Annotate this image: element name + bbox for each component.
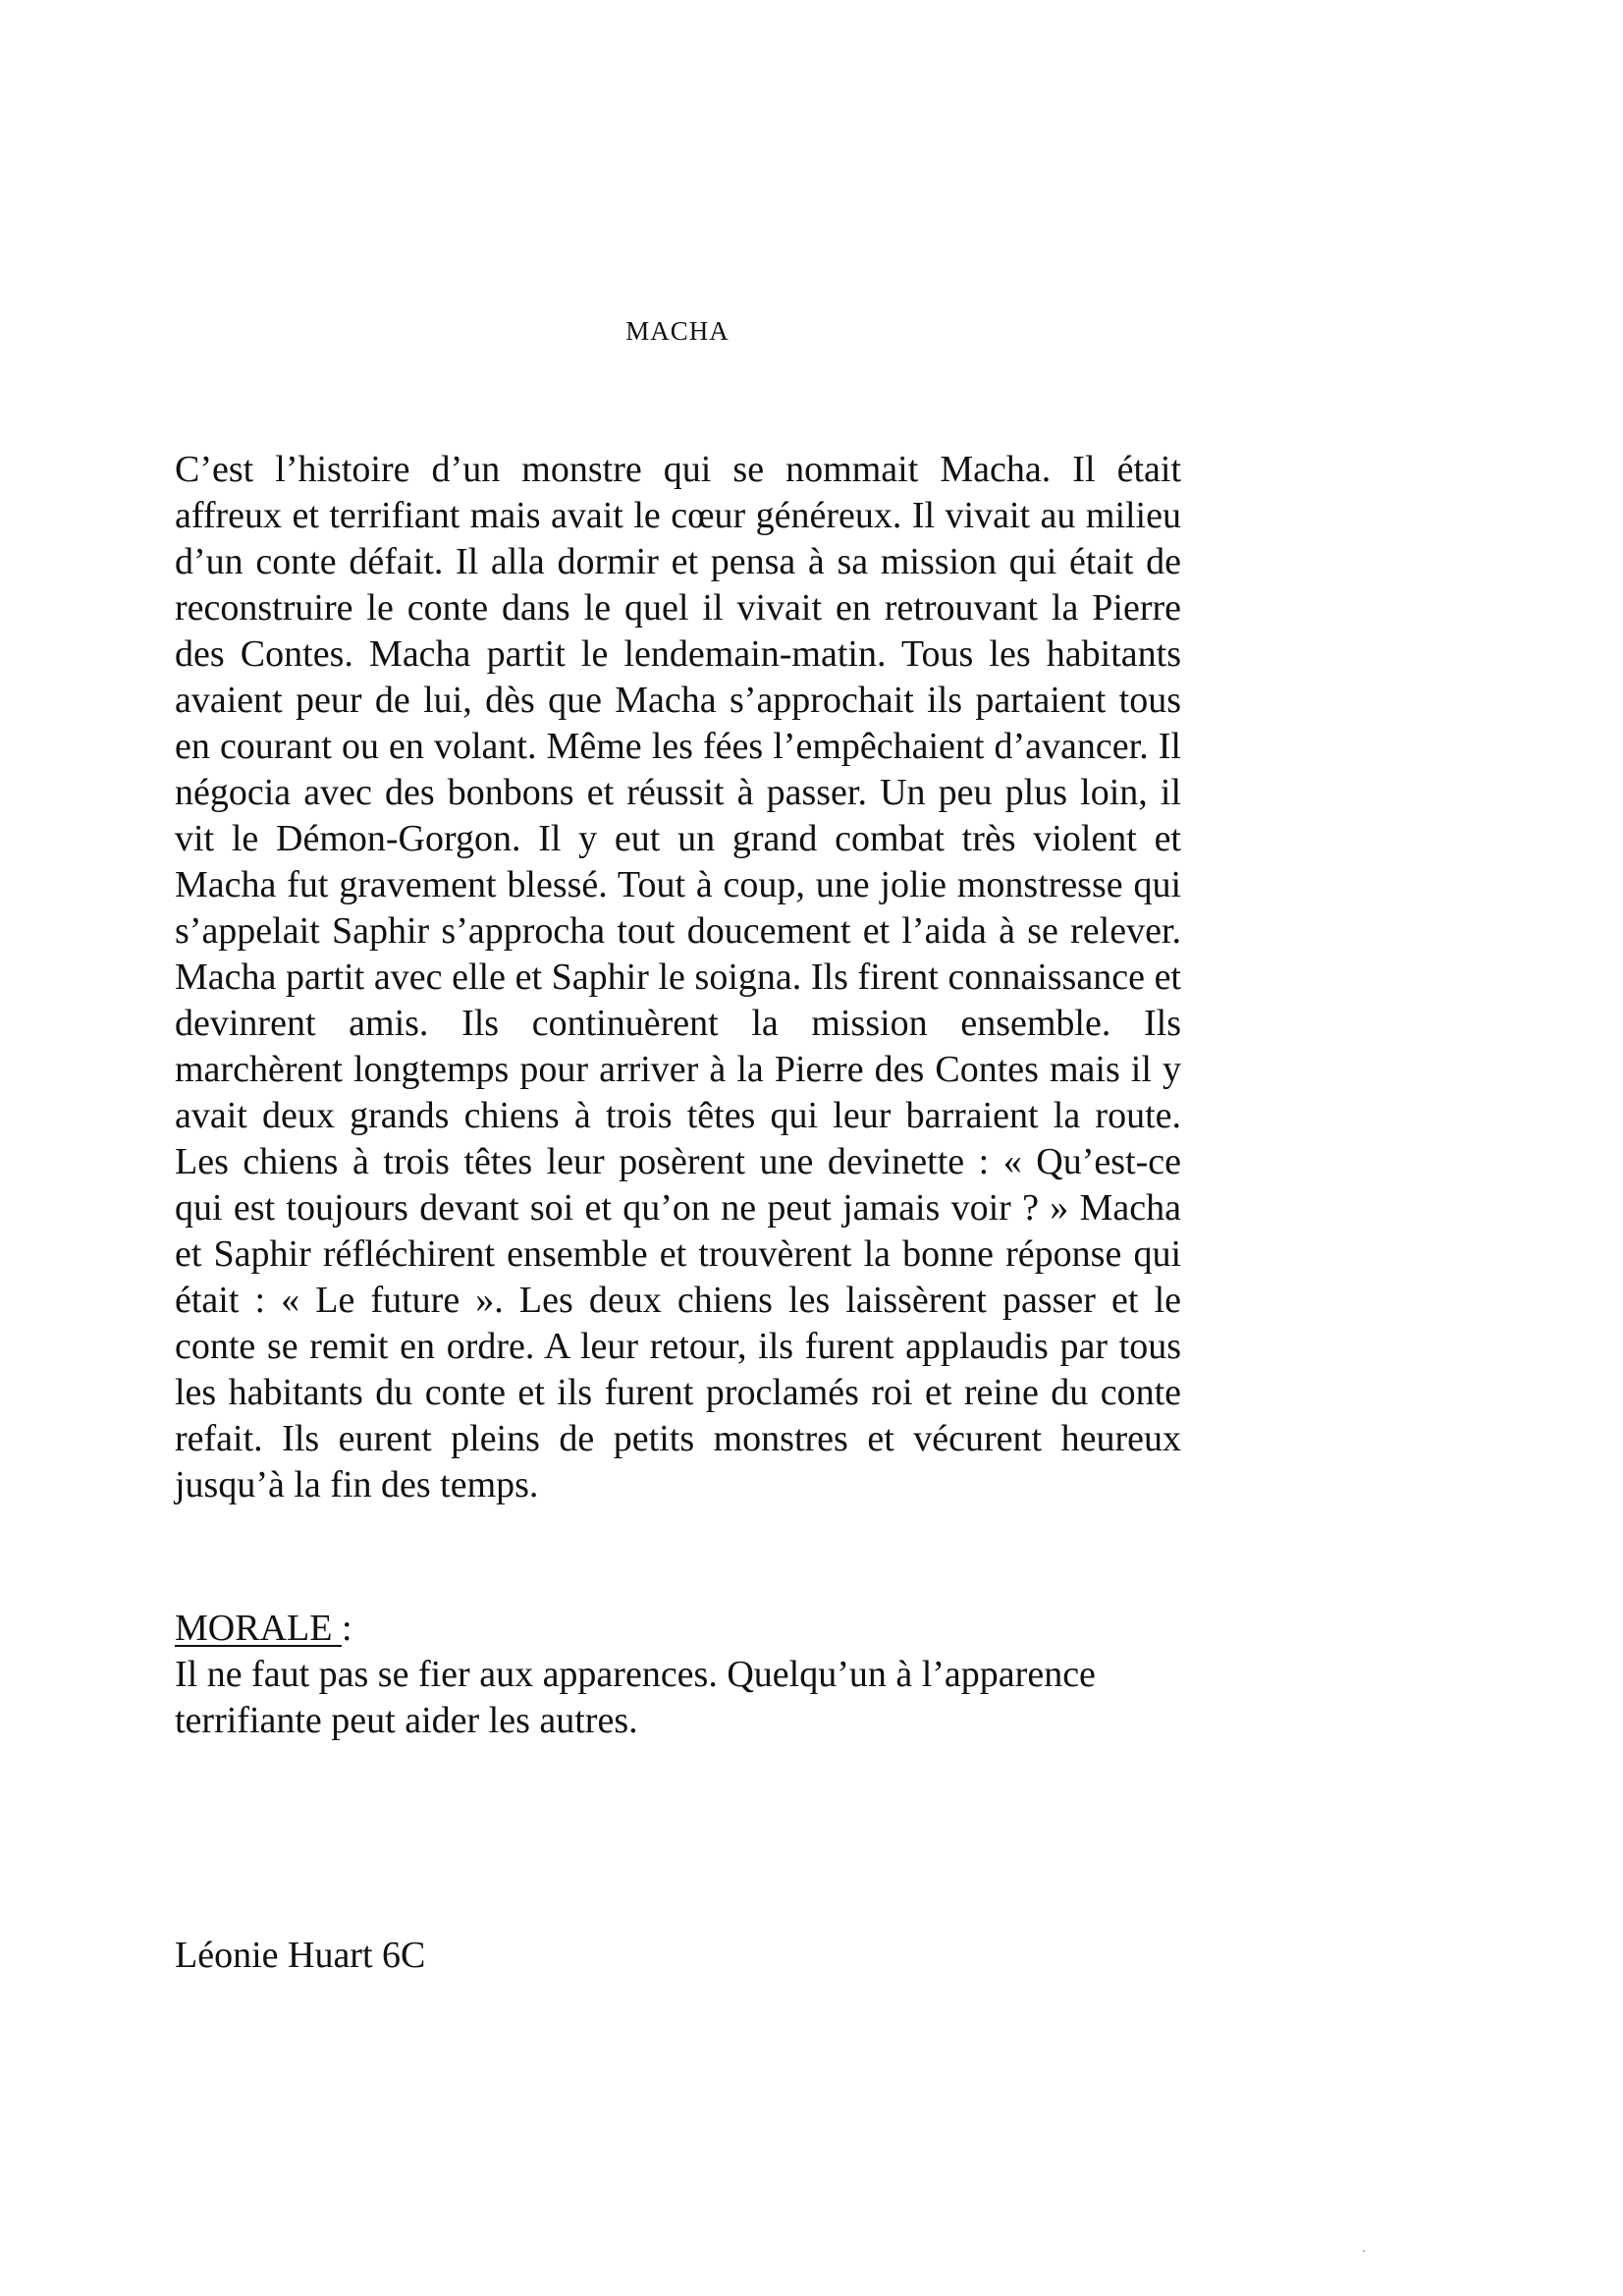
moral-colon: : — [341, 1608, 352, 1649]
author-signature: Léonie Huart 6C — [175, 1935, 426, 1976]
story-title: MACHA — [625, 316, 730, 346]
moral-text: Il ne faut pas se fier aux apparences. Quelqu’un à l’apparence terrifiante peut aider les autres. — [175, 1654, 1096, 1741]
story-body: C’est l’histoire d’un monstre qui se nommait Macha. Il était affreux et terrifiant mais avait le cœur généreux. Il vivait au milieu d’un conte défait. Il alla dormir et pensa à sa mission qui était de reconstruire le conte dans le quel il vivait en retrouvant la Pierre des Contes. Macha partit le lendemain-matin. Tous les habitants avaient peur de lui, dès que Macha s’approchait ils partaient tous en courant ou en volant. Même les fées l’empêchaient d’avancer. Il négocia avec des bonbons et réussit à passer. Un peu plus loin, il vit le Démon-Gorgon. Il y eut un grand combat très violent et Macha fut gravement blessé. Tout à coup, une jolie monstresse qui s’appelait Saphir s’approcha tout doucement et l’aida à se relever. Macha partit avec elle et Saphir le soigna. Ils firent connaissance et devinrent amis. Ils continuèrent la mission ensemble. Ils marchèrent longtemps pour arriver à la Pierre des Contes mais il y avait deux grands chiens à trois têtes qui leur barraient la route. Les chiens à trois têtes leur posèrent une devinette : « Qu’est-ce qui est toujours devant soi et qu’on ne peut jamais voir ? » Macha et Saphir réfléchirent ensemble et trouvèrent la bonne réponse qui était : « Le future ». Les deux chiens les laissèrent passer et le conte se remit en ordre. A leur retour, ils furent applaudis par tous les habitants du conte et ils furent proclamés roi et reine du conte refait. Ils eurent pleins de petits monstres et vécurent heureux jusqu’à la fin des temps. — [175, 449, 1181, 1505]
moral-label: MORALE — [175, 1608, 342, 1649]
scan-speck — [1363, 2250, 1365, 2252]
moral-heading — [175, 1606, 352, 1652]
